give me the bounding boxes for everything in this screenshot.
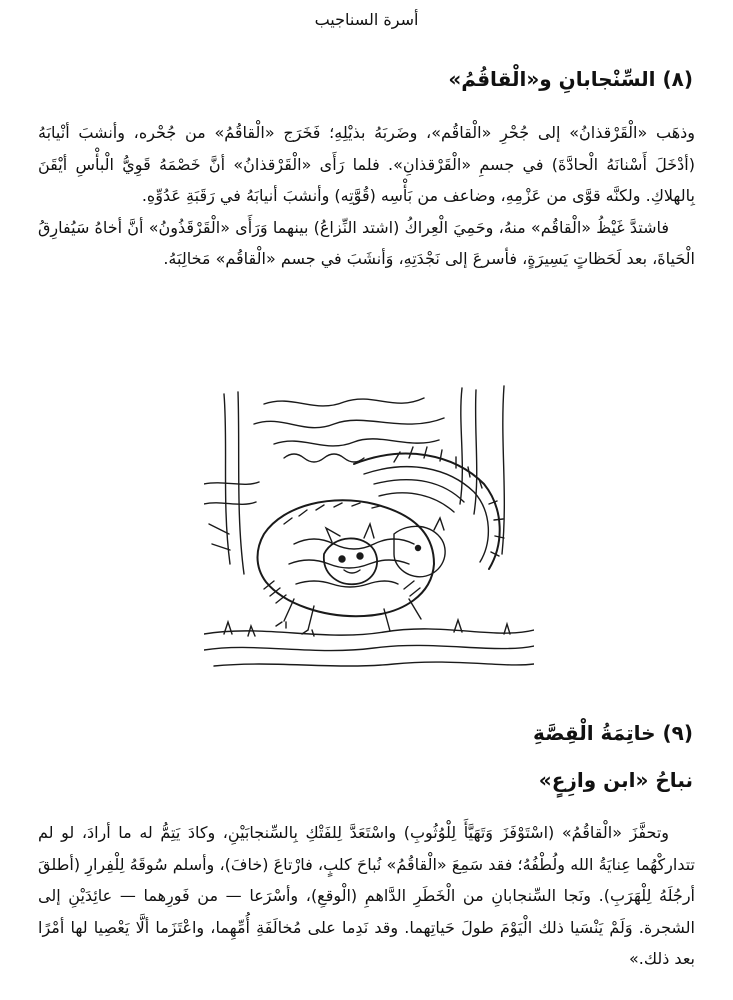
paragraph: فاشتدَّ غَيْظُ «الْقاقُم» منهُ، وحَمِيَ الْعِراكُ (اشتد النِّزاعُ) بينهما وَرَأَى «الْقَرْقَذُونُ» أنَّ أخاهُ سَيُفارِقُ الْحَياةَ، بعد لَحَظاتٍ يَسِيرَةٍ، فأسرعَ إلى نَجْدَتِهِ، وَأنشَبَ في جسم «الْقاقُم» مَخالِبَهُ. [38, 217, 695, 268]
running-header: أسرة السناجيب [314, 10, 419, 29]
paragraph: وتحفَّزَ «الْقاقُمُ» (اسْتَوْفَزَ وَتَهَيَّأَ لِلْوُثُوبِ) واسْتَعَدَّ لِلفَتْكِ بِالسِّنجابَيْنِ، وكادَ يَتِمُّ له ما أرادَ، لو لم تتداركْهُما عِنايَةُ الله ولُطْفُهُ؛ فقد سَمِعَ «الْقاقُمُ» نُباحَ كلبٍ، فارْتاعَ (خافَ)، وأسلم سُوقَهُ لِلْفِرارِ (أطلقَ أرجُلَهُ لِلْهَرَبِ). ونَجا السِّنجابانِ من الْخَطَرِ الدَّاهمِ (الْوقعِ)، وأسْرَعا — من فَورِهما — عائِدَيْنِ إلى الشجرة. وَلَمْ يَنْسَيا ذلك الْيَوْمَ طولَ حَياتِهما. وقد نَدِما على مُخالَفَةِ أُمِّهِما، واعْتَزَما ألَّا يَعْصِيا لها أمْرًا بعد ذلك.» [38, 823, 695, 968]
squirrels-and-ermine-fighting-illustration [204, 384, 534, 674]
section-8-title: (٨) السِّنْجابانِ و«الْقاقُمُ» [448, 67, 693, 91]
section-8-body [38, 117, 695, 275]
section-9-body [38, 817, 695, 975]
section-9-title: (٩) خاتِمَةُ الْقِصَّةِ [533, 721, 693, 745]
paragraph: وذهَب «الْقَرْقذانُ» إلى جُحْرِ «الْقاقُم»، وضَربَهُ بذيْلِهِ؛ فَخَرَج «الْقاقُمُ» من جُحْره، وأنشبَ أنْيابَهُ (أدْخَلَ أَسْنانَهُ الْحادَّةَ) في جسمِ «الْقَرْقذانِ». فلما رَأَى «الْقَرْقذانُ» أنَّ خَصْمَهُ قَوِيُّ الْبأْسِ أيْقَنَ بِالهلاكِ. ولكنَّه قوَّى من عَزْمِهِ، وضاعف من بَأْسِه (قُوَّتِه) وأنشبَ أنيابَهُ في رَقَبَةِ عَدُوِّهِ. [38, 123, 695, 205]
section-9-subtitle: نباحُ «ابن وازِعٍ» [538, 768, 693, 792]
